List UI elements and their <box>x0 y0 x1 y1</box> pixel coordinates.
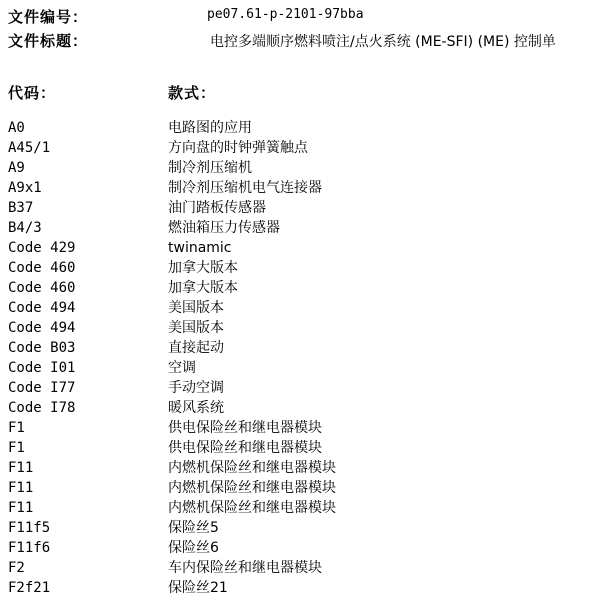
item-model: 手动空调 <box>168 380 224 396</box>
model-column-header: 款式： <box>168 84 217 102</box>
item-code: F11 <box>8 480 34 496</box>
item-code: Code 429 <box>8 240 76 256</box>
list-item <box>0 578 601 598</box>
item-model: 加拿大版本 <box>168 260 238 276</box>
doc-number-label: 文件编号： <box>8 8 89 26</box>
list-item <box>0 358 601 378</box>
item-code: Code 494 <box>8 320 76 336</box>
list-item <box>0 218 601 238</box>
list-item <box>0 478 601 498</box>
item-model: 内燃机保险丝和继电器模块 <box>168 460 336 476</box>
item-code: Code B03 <box>8 340 76 356</box>
item-model: 制冷剂压缩机 <box>168 160 252 176</box>
item-code: Code 494 <box>8 300 76 316</box>
item-code: Code 460 <box>8 280 76 296</box>
item-code: A0 <box>8 120 25 136</box>
item-code: Code I77 <box>8 380 76 396</box>
item-model: 保险丝6 <box>168 540 219 556</box>
code-model-list <box>0 118 601 598</box>
item-code: Code I78 <box>8 400 76 416</box>
item-model: 内燃机保险丝和继电器模块 <box>168 480 336 496</box>
list-item <box>0 238 601 258</box>
item-code: F11f5 <box>8 520 51 536</box>
list-item <box>0 278 601 298</box>
item-code: B4/3 <box>8 220 42 236</box>
doc-title-label: 文件标题： <box>8 32 89 50</box>
list-item <box>0 198 601 218</box>
item-model: twinamic <box>168 240 232 256</box>
list-item <box>0 118 601 138</box>
list-item <box>0 438 601 458</box>
doc-number-value: pe07.61-p-2101-97bba <box>207 7 364 22</box>
item-code: F2 <box>8 560 25 576</box>
item-code: F1 <box>8 440 25 456</box>
code-column-header: 代码： <box>8 84 57 102</box>
item-model: 美国版本 <box>168 300 224 316</box>
item-model: 电路图的应用 <box>168 120 252 136</box>
list-item <box>0 138 601 158</box>
item-code: F2f21 <box>8 580 51 596</box>
item-code: B37 <box>8 200 34 216</box>
list-item <box>0 418 601 438</box>
list-item <box>0 538 601 558</box>
item-model: 直接起动 <box>168 340 224 356</box>
item-code: Code I01 <box>8 360 76 376</box>
item-model: 油门踏板传感器 <box>168 200 266 216</box>
list-item <box>0 318 601 338</box>
list-item <box>0 298 601 318</box>
list-item <box>0 378 601 398</box>
item-model: 暖风系统 <box>168 400 224 416</box>
list-item <box>0 458 601 478</box>
item-model: 燃油箱压力传感器 <box>168 220 280 236</box>
item-model: 加拿大版本 <box>168 280 238 296</box>
item-code: F11 <box>8 460 34 476</box>
item-code: Code 460 <box>8 260 76 276</box>
item-model: 保险丝21 <box>168 580 228 596</box>
item-code: A9x1 <box>8 180 42 196</box>
list-item <box>0 158 601 178</box>
list-item <box>0 558 601 578</box>
item-code: A9 <box>8 160 25 176</box>
item-model: 制冷剂压缩机电气连接器 <box>168 180 322 196</box>
item-model: 供电保险丝和继电器模块 <box>168 440 322 456</box>
item-model: 供电保险丝和继电器模块 <box>168 420 322 436</box>
item-model: 美国版本 <box>168 320 224 336</box>
list-item <box>0 338 601 358</box>
item-model: 空调 <box>168 360 196 376</box>
item-model: 方向盘的时钟弹簧触点 <box>168 140 308 156</box>
item-model: 内燃机保险丝和继电器模块 <box>168 500 336 516</box>
list-item <box>0 518 601 538</box>
item-code: A45/1 <box>8 140 51 156</box>
list-item <box>0 258 601 278</box>
item-code: F1 <box>8 420 25 436</box>
list-item <box>0 498 601 518</box>
item-model: 保险丝5 <box>168 520 219 536</box>
item-model: 车内保险丝和继电器模块 <box>168 560 322 576</box>
item-code: F11 <box>8 500 34 516</box>
item-code: F11f6 <box>8 540 51 556</box>
list-item <box>0 398 601 418</box>
doc-title-value: 电控多端顺序燃料喷注/点火系统 (ME-SFI) (ME) 控制单 <box>210 34 556 50</box>
list-item <box>0 178 601 198</box>
